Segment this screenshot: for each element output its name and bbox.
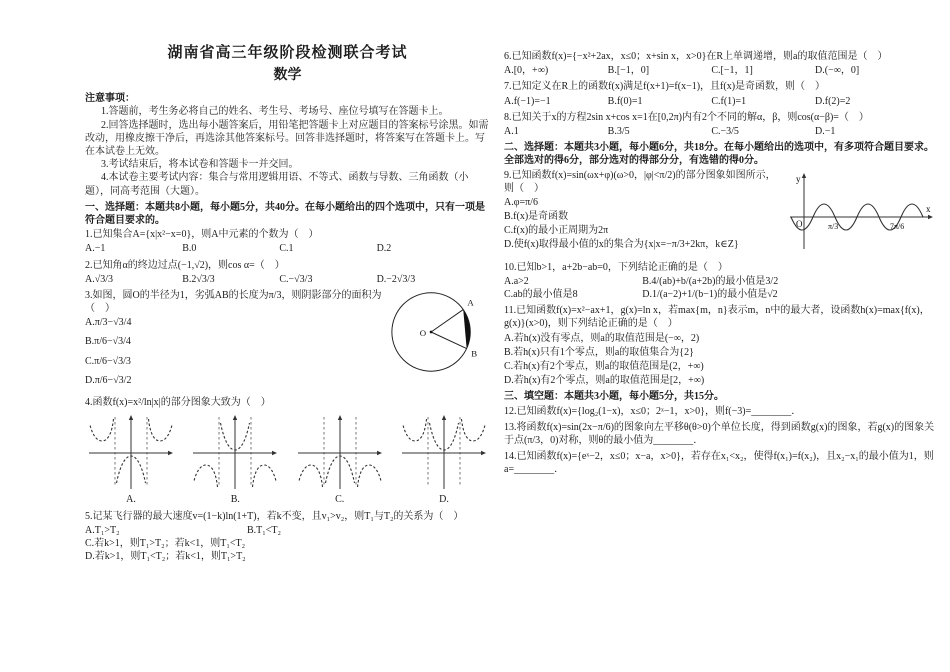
option: A.[0，+∞) bbox=[504, 65, 549, 77]
option: D.若k>1，则T₁<T₂；若k<1，则T₁>T₂ bbox=[85, 551, 246, 563]
option: A.π/3−√3/4 bbox=[85, 317, 132, 329]
option: D.(−∞，0] bbox=[815, 65, 860, 77]
option: D.若h(x)有2个零点，则a的取值范围是[2，+∞) bbox=[504, 375, 705, 387]
notice-heading: 注意事项： bbox=[85, 93, 135, 105]
option: B.若h(x)只有1个零点，则a的取值集合为{2} bbox=[504, 346, 694, 358]
sine-origin-label: O bbox=[796, 218, 803, 229]
option: C.若h(x)有2个零点，则a的取值范围是(2，+∞) bbox=[504, 361, 704, 372]
question-3 bbox=[85, 289, 490, 393]
question-5-stem: 5.记某飞行器的最大速度v=(1−k)ln(1+T)，若k不变，且v₁>v₂，则T₁与T₂的关系为（ ） bbox=[85, 510, 464, 522]
graph-option-d bbox=[398, 411, 490, 506]
graph-d-label: D. bbox=[439, 494, 449, 506]
graph-option-b bbox=[189, 411, 281, 506]
option: D.−1 bbox=[815, 125, 836, 137]
question-2 bbox=[85, 259, 490, 286]
option: B.[−1，0] bbox=[607, 65, 650, 77]
option: C.f(1)=1 bbox=[711, 95, 747, 107]
sine-tick-1: π/3 bbox=[828, 221, 839, 231]
option: A.若h(x)没有零点，则a的取值范围是(−∞，2) bbox=[504, 332, 700, 344]
option: D.2 bbox=[376, 243, 392, 255]
section1-heading: 一、选择题：本题共8小题，每小题5分，共40分。在每小题给出的四个选项中，只有一项是符合题目要求的。 bbox=[85, 201, 485, 226]
circle-figure-svg bbox=[386, 283, 484, 381]
option: B.3/5 bbox=[607, 125, 630, 137]
option: A.f(−1)=−1 bbox=[504, 95, 551, 107]
option: B.T₁<T₂ bbox=[247, 524, 281, 536]
question-5 bbox=[85, 510, 490, 564]
question-7-options bbox=[504, 95, 936, 108]
option: D.使f(x)取得最小值的x的集合为{x|x=−π/3+2kπ，k∈Z} bbox=[504, 239, 739, 251]
circle-point-a-label: A bbox=[467, 297, 474, 308]
graph-d-svg bbox=[398, 411, 490, 491]
circle-point-b-label: B bbox=[471, 348, 478, 359]
option: B.f(x)是奇函数 bbox=[504, 211, 569, 223]
question-8 bbox=[504, 111, 936, 138]
option: C.1 bbox=[279, 243, 294, 255]
graph-c-label: C. bbox=[335, 494, 345, 506]
option: C.f(x)的最小正周期为2π bbox=[504, 225, 609, 237]
option: B.4/(ab)+b/(a+2b)的最小值是3/2 bbox=[642, 275, 779, 287]
sine-y-label: y bbox=[796, 173, 801, 184]
question-1-stem: 1.已知集合A={x|x²−x=0}，则A中元素的个数为（ ） bbox=[85, 229, 319, 241]
sine-figure-svg bbox=[786, 169, 936, 254]
graph-b-label: B. bbox=[230, 494, 240, 506]
question-3-options bbox=[85, 316, 386, 387]
option: D.π/6−√3/2 bbox=[85, 374, 132, 386]
question-6 bbox=[504, 50, 936, 77]
exam-title: 湖南省高三年级阶段检测联合考试 bbox=[167, 45, 408, 61]
question-14-stem: 14.已知函数f(x)={eˣ−2，x≤0；x−a，x>0}，若存在x₁<x₂，使得f(x₁)=f(x₂)，且x₂−x₁的最小值为1，则a=________． bbox=[504, 451, 934, 476]
option: B.f(0)=1 bbox=[607, 95, 643, 107]
question-10 bbox=[504, 261, 936, 302]
question-1-options bbox=[85, 242, 490, 255]
notice-item-4: 4.本试卷主要考试内容：集合与常用逻辑用语、不等式、函数与导数、三角函数（小题），同高考范围（大题）。 bbox=[85, 172, 469, 197]
question-12 bbox=[504, 405, 936, 418]
option: A.−1 bbox=[85, 243, 106, 255]
question-9-options bbox=[504, 196, 782, 252]
exam-subject: 数学 bbox=[273, 67, 302, 83]
section2-heading: 二、选择题：本题共3小题，每小题6分，共18分。在每小题给出的选项中，有多项符合题目要求。全部选对的得6分，部分选对的得部分分，有选错的得0分。 bbox=[504, 142, 934, 167]
question-9-stem: 9.已知函数f(x)=sin(ωx+φ)(ω>0，|φ|<π/2)的部分图象如图所示，则（ ） bbox=[504, 169, 776, 194]
question-1 bbox=[85, 228, 490, 255]
option: B.π/6−√3/4 bbox=[85, 336, 131, 348]
question-8-options bbox=[504, 125, 936, 138]
question-2-stem: 2.已知角α的终边过点(−1,√2)，则cos α=（ ） bbox=[85, 259, 285, 271]
question-3-stem: 3.如图，圆O的半径为1，劣弧AB的长度为π/3，则阴影部分的面积为（ ） bbox=[85, 289, 382, 315]
option: C.若k>1，则T₁>T₂；若k<1，则T₁<T₂ bbox=[85, 537, 246, 549]
question-13 bbox=[504, 421, 936, 447]
question-5-options bbox=[85, 524, 490, 564]
question-12-stem: 12.已知函数f(x)={log₂(1−x)，x≤0；2ˣ−1，x>0}，则f(−3)=________． bbox=[504, 405, 802, 417]
question-13-stem: 13.将函数f(x)=sin(2x−π/6)的图象向左平移θ(θ>0)个单位长度，得到函数g(x)的图象，若g(x)的图象关于点(π/3，0)对称，则θ的最小值为________． bbox=[504, 421, 935, 446]
question-7-stem: 7.已知定义在R上的函数f(x)满足f(x+1)=f(x−1)，且f(x)是奇函数，则（ ） bbox=[504, 81, 826, 93]
question-6-stem: 6.已知函数f(x)={−x²+2ax，x≤0；x+sin x，x>0}在R上单调递增，则a的取值范围是（ ） bbox=[504, 51, 888, 62]
notice-item-2: 2.回答选择题时，选出每小题答案后，用铅笔把答题卡上对应题目的答案标号涂黑。如需改动，用橡皮擦干净后，再选涂其他答案标号。回答非选择题时，将答案写在答题卡上。写在本试卷上无效。 bbox=[85, 119, 489, 158]
option: A.1 bbox=[504, 125, 519, 137]
question-7 bbox=[504, 80, 936, 107]
sine-tick-2: 7π/6 bbox=[890, 221, 905, 231]
question-6-options bbox=[504, 64, 936, 77]
question-11 bbox=[504, 304, 936, 387]
question-14 bbox=[504, 450, 936, 476]
question-11-options bbox=[504, 332, 936, 388]
question-10-options bbox=[504, 275, 936, 301]
graph-c-svg bbox=[294, 411, 386, 491]
option: C.ab的最小值是8 bbox=[504, 289, 578, 301]
option: C.π/6−√3/3 bbox=[85, 355, 131, 367]
circle-figure bbox=[386, 283, 484, 393]
question-9 bbox=[504, 169, 936, 258]
question-4-graphs bbox=[85, 411, 490, 506]
circle-center-label: O bbox=[419, 327, 427, 338]
graph-a-label: A. bbox=[126, 494, 136, 506]
option: A.φ=π/6 bbox=[504, 196, 538, 208]
question-11-stem: 11.已知函数f(x)=x²−ax+1，g(x)=ln x，若max{m，n}表示m，n中的最大者，设函数h(x)=max{f(x)，g(x)}(x>0)，则下列结论正确的是（ ） bbox=[504, 305, 930, 330]
left-column bbox=[85, 44, 490, 664]
question-8-stem: 8.已知关于x的方程2sin x+cos x=1在[0,2π)内有2个不同的解α，β，则cos(α−β)=（ ） bbox=[504, 111, 869, 123]
option: C.[−1，1] bbox=[711, 65, 753, 77]
section3-heading: 三、填空题：本题共3小题，每小题5分，共15分。 bbox=[504, 391, 724, 403]
question-4 bbox=[85, 396, 490, 507]
graph-a-svg bbox=[85, 411, 177, 491]
question-10-stem: 10.已知b>1，a+2b−ab=0，下列结论正确的是（ ） bbox=[504, 261, 728, 273]
sine-x-label: x bbox=[926, 203, 931, 214]
question-4-stem: 4.函数f(x)=x²/ln|x|的部分图象大致为（ ） bbox=[85, 397, 271, 409]
option: C.−3/5 bbox=[711, 125, 739, 137]
option: C.−√3/3 bbox=[279, 273, 313, 285]
option: D.f(2)=2 bbox=[815, 95, 851, 107]
sine-figure bbox=[786, 169, 936, 258]
notice-section bbox=[85, 92, 490, 198]
option: D.−2√3/3 bbox=[376, 273, 416, 285]
graph-b-svg bbox=[189, 411, 281, 491]
notice-item-1: 1.答题前，考生务必将自己的姓名、考生号、考场号、座位号填写在答题卡上。 bbox=[101, 106, 449, 118]
option: B.2√3/3 bbox=[182, 273, 215, 285]
right-column bbox=[504, 44, 936, 664]
option: A.T₁>T₂ bbox=[85, 524, 120, 536]
option: D.1/(a−2)+1/(b−1)的最小值是√2 bbox=[642, 289, 778, 301]
graph-option-c bbox=[294, 411, 386, 506]
option: A.√3/3 bbox=[85, 273, 113, 285]
option: A.a>2 bbox=[504, 275, 529, 287]
option: B.0 bbox=[182, 243, 197, 255]
notice-item-3: 3.考试结束后，将本试卷和答题卡一并交回。 bbox=[101, 159, 299, 171]
graph-option-a bbox=[85, 411, 177, 506]
